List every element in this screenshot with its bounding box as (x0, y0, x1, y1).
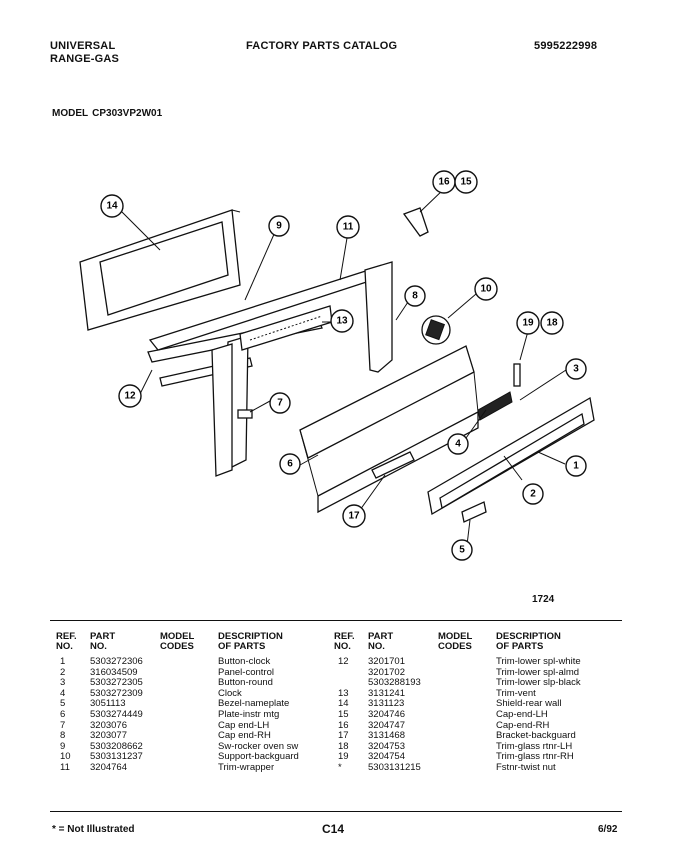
cell-part-number: 5303274449 (90, 708, 143, 720)
cell-part-number: 3203076 (90, 719, 127, 731)
cell-ref: 18 (338, 740, 349, 752)
cell-ref: 13 (338, 687, 349, 699)
col-ref-header (334, 632, 368, 652)
cell-description: Trim-lower slp-black (496, 677, 581, 689)
cell-model-codes (160, 699, 218, 710)
callout-9-label: 9 (276, 220, 282, 232)
rocker-switch-part (422, 316, 450, 344)
table-row (334, 710, 622, 721)
callout-8-label: 8 (412, 290, 418, 302)
callout-15-label: 15 (460, 176, 472, 188)
part-header-line2: NO. (368, 641, 385, 652)
cell-description: Trim-lower spl-almd (496, 666, 580, 678)
cell-model-codes (160, 721, 218, 732)
callout-9 (269, 216, 289, 236)
cell-ref: 16 (338, 719, 349, 731)
cell-model-codes (438, 699, 496, 710)
cell-description: Cap end-RH (218, 730, 271, 742)
callout-2 (523, 484, 543, 504)
cell-part-number: 5303272309 (90, 687, 143, 699)
cell-description: Sw-rocker oven sw (218, 740, 299, 752)
callout-8 (405, 286, 425, 306)
cell-description: Fstnr-twist nut (496, 761, 556, 773)
part-header-line1: PART (368, 631, 394, 642)
model-header-line1: MODEL (160, 631, 195, 642)
cell-description: Cap end-LH (218, 719, 270, 731)
model-header-line2: CODES (438, 641, 472, 652)
cell-model-codes (438, 742, 496, 753)
cell-model-codes (438, 763, 496, 774)
cell-description: Trim-wrapper (218, 761, 275, 773)
callout-19 (517, 312, 539, 334)
callout-11-label: 11 (342, 221, 354, 233)
callout-16 (433, 171, 455, 193)
table-top-rule (50, 620, 622, 621)
catalog-number: 5995222998 (534, 40, 598, 52)
col-part-header (90, 632, 160, 652)
cell-part-number: 5303131237 (90, 751, 143, 763)
parts-table-right (334, 632, 622, 774)
col-part-header (368, 632, 438, 652)
cell-ref: 1 (60, 656, 66, 667)
ref-header-line2: NO. (56, 641, 73, 652)
cell-part-number: 5303131215 (368, 761, 421, 773)
cell-description: Trim-glass rtnr-LH (496, 740, 573, 752)
cell-part-number: 3204753 (368, 740, 405, 752)
callout-12 (119, 385, 141, 407)
cell-model-codes (438, 752, 496, 763)
cell-description: Trim-vent (496, 687, 536, 699)
cell-description: Trim-glass rtnr-RH (496, 751, 574, 763)
cell-part-number: 5303272305 (90, 677, 143, 689)
table-row (56, 763, 330, 774)
cell-model-codes (160, 763, 218, 774)
callout-11 (337, 216, 359, 238)
lower-panel-part (428, 398, 594, 514)
cell-description: Trim-lower spl-white (496, 656, 581, 667)
cell-part-number: 3204754 (368, 751, 405, 763)
ref-header-line1: REF. (334, 631, 355, 642)
cell-model-codes (438, 731, 496, 742)
cell-part-number: 3204747 (368, 719, 405, 731)
desc-header-line2: OF PARTS (496, 641, 544, 652)
cap-end-lh-part (238, 410, 252, 418)
part-header-line2: NO. (90, 641, 107, 652)
cell-description: Shield-rear wall (496, 698, 562, 710)
callout-12-label: 12 (124, 390, 136, 402)
cell-description: Button-clock (218, 656, 271, 667)
callout-13-label: 13 (336, 315, 348, 327)
end-cap-part (404, 208, 428, 236)
callout-6-label: 6 (287, 458, 293, 470)
callout-1-label: 1 (573, 460, 579, 472)
callout-4-label: 4 (455, 438, 461, 450)
cell-ref: 10 (60, 751, 71, 763)
cell-part-number: 5303208662 (90, 740, 143, 752)
cell-description: Cap-end-RH (496, 719, 550, 731)
cell-model-codes (160, 689, 218, 700)
callout-2-label: 2 (530, 488, 536, 500)
footer-note: * = Not Illustrated (52, 824, 135, 835)
cell-model-codes (438, 721, 496, 732)
col-ref-header (56, 632, 90, 652)
callout-7-label: 7 (277, 397, 283, 409)
cell-ref: 9 (60, 740, 66, 752)
clock-part (478, 392, 512, 420)
cell-part-number: 3203077 (90, 730, 127, 742)
cell-part-number: 3204764 (90, 761, 127, 773)
cell-ref: 15 (338, 708, 349, 720)
cell-description: Bracket-backguard (496, 730, 576, 742)
callout-7 (270, 393, 290, 413)
cell-part-number: 3131123 (368, 698, 405, 710)
ref-header-line1: REF. (56, 631, 77, 642)
glass-retainer-part (514, 364, 520, 386)
cell-ref: 19 (338, 751, 349, 763)
cell-model-codes (160, 678, 218, 689)
catalog-title: FACTORY PARTS CATALOG (246, 40, 398, 52)
model-header-line1: MODEL (438, 631, 473, 642)
cell-ref: 7 (60, 719, 66, 731)
callout-5 (452, 540, 472, 560)
callout-17-label: 17 (348, 510, 360, 522)
cell-ref (334, 668, 368, 679)
cell-part-number: 316034509 (90, 666, 138, 678)
revision-date: 6/92 (598, 824, 618, 835)
cell-model-codes (438, 710, 496, 721)
callout-19-label: 19 (522, 317, 534, 329)
cell-ref: 2 (60, 666, 66, 678)
table-row (56, 657, 330, 668)
shield-rear-wall-part (80, 210, 240, 330)
cell-description: Bezel-nameplate (218, 698, 290, 710)
cell-part-number: 5303272306 (90, 656, 143, 667)
figure-number: 1724 (532, 594, 555, 605)
table-bottom-rule (50, 811, 622, 812)
cell-description: Button-round (218, 677, 273, 689)
desc-header-line1: DESCRIPTION (218, 631, 283, 642)
cell-ref: 6 (60, 708, 66, 720)
cell-ref: 17 (338, 730, 349, 742)
col-desc-header (496, 632, 622, 652)
parts-table-left (56, 632, 330, 774)
callout-14-label: 14 (106, 200, 118, 212)
cell-model-codes (160, 752, 218, 763)
cell-part-number: 3201702 (368, 666, 405, 678)
page-number: C14 (322, 822, 345, 836)
desc-header-line1: DESCRIPTION (496, 631, 561, 642)
cell-ref: 4 (60, 687, 66, 699)
cell-description: Panel-control (218, 666, 274, 678)
callout-14 (101, 195, 123, 217)
callout-15 (455, 171, 477, 193)
callout-18 (541, 312, 563, 334)
model-number: CP303VP2W01 (92, 108, 163, 119)
callout-1 (566, 456, 586, 476)
callout-16-label: 16 (438, 176, 450, 188)
cell-part-number: 5303288193 (368, 677, 421, 689)
col-desc-header (218, 632, 330, 652)
brand-line-2: RANGE-GAS (50, 53, 120, 65)
callout-3-label: 3 (573, 363, 579, 375)
cell-ref: 14 (338, 698, 349, 710)
cell-part-number: 3204746 (368, 708, 405, 720)
table-row (334, 657, 622, 668)
model-header-line2: CODES (160, 641, 194, 652)
callout-3 (566, 359, 586, 379)
table-row (334, 763, 622, 774)
header-row (56, 632, 330, 652)
callout-5-label: 5 (459, 544, 465, 556)
table-row (56, 710, 330, 721)
callout-6 (280, 454, 300, 474)
cell-description: Cap-end-LH (496, 708, 548, 720)
cell-description: Clock (218, 687, 242, 699)
cell-ref: * (338, 761, 342, 773)
cell-model-codes (160, 710, 218, 721)
header-row (334, 632, 622, 652)
callout-10-label: 10 (480, 283, 492, 295)
callout-17 (343, 505, 365, 527)
part-header-line1: PART (90, 631, 116, 642)
cell-description: Support-backguard (218, 751, 299, 763)
callout-13 (331, 310, 353, 332)
cell-ref: 11 (60, 761, 70, 773)
model-label: MODEL (52, 108, 89, 119)
cell-description: Plate-instr mtg (218, 708, 280, 720)
cell-part-number: 3131468 (368, 730, 405, 742)
desc-header-line2: OF PARTS (218, 641, 266, 652)
callout-18-label: 18 (546, 317, 558, 329)
col-model-header (160, 632, 218, 652)
brand-line-1: UNIVERSAL (50, 40, 116, 52)
bezel-nameplate-part (462, 502, 486, 522)
col-model-header (438, 632, 496, 652)
cell-part-number: 3201701 (368, 656, 405, 667)
cell-ref: 8 (60, 730, 66, 742)
cell-ref: 3 (60, 677, 66, 689)
cell-model-codes (160, 668, 218, 679)
ref-header-line2: NO. (334, 641, 351, 652)
cell-ref: 12 (338, 656, 349, 667)
cell-model-codes (160, 657, 218, 668)
cell-model-codes (160, 742, 218, 753)
callout-10 (475, 278, 497, 300)
cell-model-codes (160, 731, 218, 742)
cell-model-codes (438, 657, 496, 668)
callout-4 (448, 434, 468, 454)
cell-part-number: 3051113 (90, 698, 126, 710)
cell-model-codes (438, 689, 496, 700)
cell-part-number: 3131241 (368, 687, 405, 699)
cell-ref: 5 (60, 698, 66, 710)
cell-model-codes (438, 668, 496, 679)
cell-model-codes (438, 678, 496, 689)
